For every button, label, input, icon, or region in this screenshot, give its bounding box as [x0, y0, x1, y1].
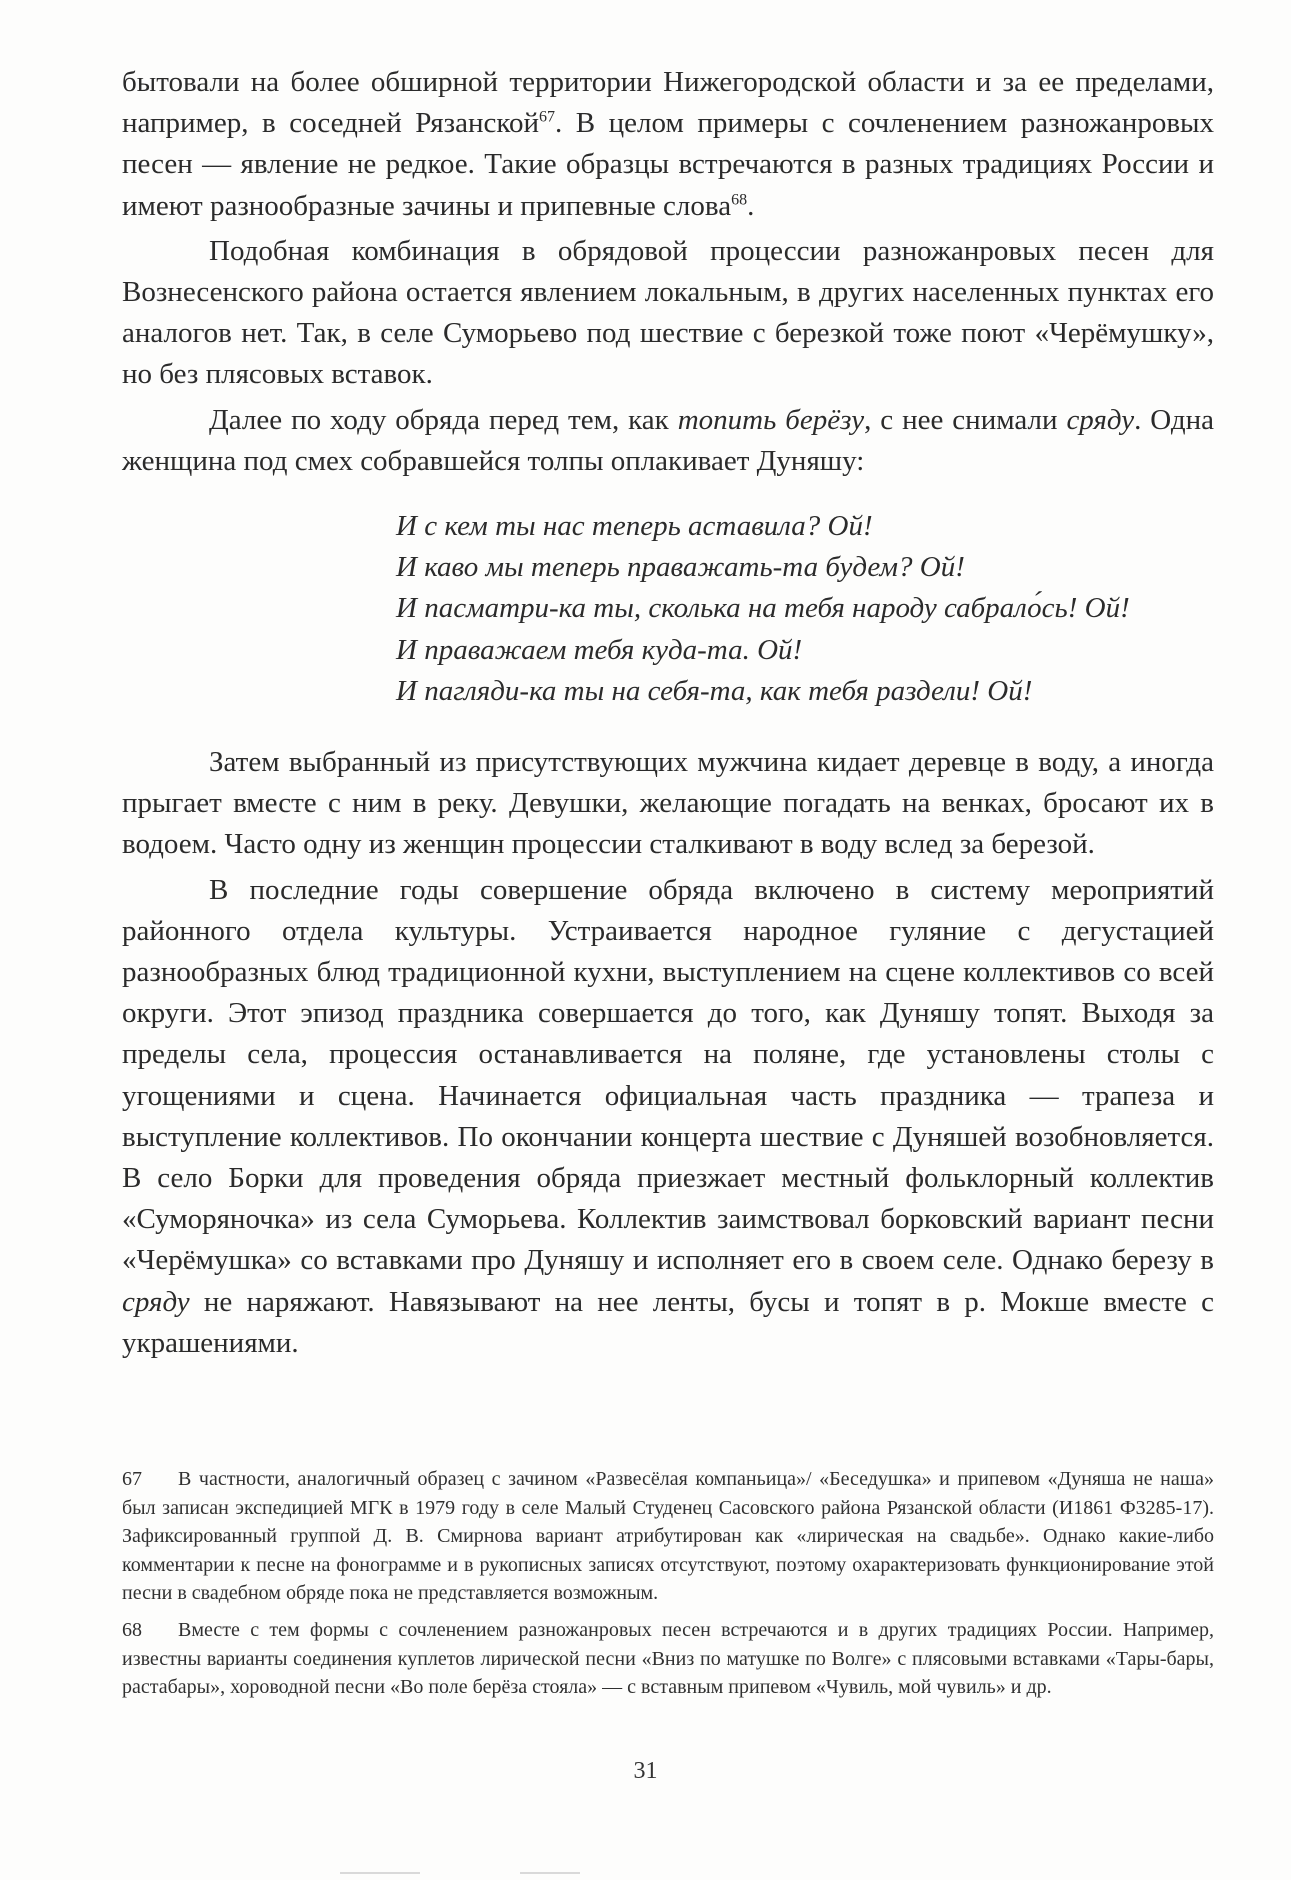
- footnote-number: 68: [122, 1618, 142, 1641]
- verse-line: И пасматри-ка ты, сколька на тебя народу сабрало́сь! Ой!: [396, 592, 1130, 625]
- footnote-number: 67: [122, 1468, 142, 1490]
- scan-edge-mark: [520, 1872, 580, 1874]
- paragraph-4: Затем выбранный из присутствующих мужчина кидает деревце в воду, а иногда прыгает вместе с ним в реку. Девушки, желающие погадать на венках, бросают их в водоем. Часто одну из женщин процессии сталкивают в воду вслед за березой.: [122, 746, 1214, 861]
- paragraph-5: В последние годы совершение обряда включено в систему мероприятий районного отдела культуры. Устраивается народное гуляние с дегустацией разнообразных блюд традиционной кухни, выступлением на сцене коллективов со всей округи. Этот эпизод праздника совершается до того, как Дуняшу топят. Выходя за пределы села, процессия останавливается на поляне, где установлены столы с угощениями и сцена. Начинается официальная часть праздника — трапеза и выступление коллективов. По окончании концерта шествие с Дуняшей возобновляется. В село Борки для проведения обряда приезжает местный фольклорный коллектив «Суморяночка» из села Суморьева. Коллектив заимствовал борковский вариант песни «Черёмушка» со вставками про Дуняшу и исполняет его в своем селе. Однако березу в сряду не наряжают. Навязывают на нее ленты, бусы и топят в р. Мокше вместе с украшениями.: [122, 873, 1214, 1359]
- footnotes: [122, 1465, 1214, 1710]
- verse-line: И праважаем тебя куда-та. Ой!: [396, 633, 803, 666]
- scan-edge-mark: [340, 1872, 420, 1874]
- verse-line: И с кем ты нас теперь аставила? Ой!: [396, 510, 873, 543]
- footnote-ref-68[interactable]: 68: [731, 190, 748, 208]
- footnote-text: Вместе с тем формы с сочленением разножанровых песен встречаются и в других традициях России. Например, известны варианты соединения куплетов лирической песни «Вниз по матушке по Волге» с плясовыми вставками «Тары-бары, растабары», хороводной песни «Во поле берёза стояла» — с вставным припевом «Чувиль, мой чувиль» и др.: [122, 1618, 1214, 1699]
- verse-line: И пагляди-ка ты на себя-та, как тебя раздели! Ой!: [396, 674, 1033, 707]
- main-text: [122, 62, 1214, 1364]
- verse-line: И каво мы теперь праважать-та будем? Ой!: [396, 551, 965, 584]
- footnote-67: [122, 1465, 1214, 1608]
- paragraph-3: Далее по ходу обряда перед тем, как топить берёзу, с нее снимали сряду. Одна женщина под смех собравшейся толпы оплакивает Дуняшу:: [122, 403, 1214, 477]
- lament-verse: [396, 506, 1214, 712]
- paragraph-2: Подобная комбинация в обрядовой процессии разножанровых песен для Вознесенского района остается явлением локальным, в других населенных пунктах его аналогов нет. Так, в селе Суморьево под шествие с березкой тоже поют «Черёмушку», но без плясовых вставок.: [122, 234, 1214, 391]
- page-number: 31: [633, 1758, 658, 1784]
- paragraph-1: бытовали на более обширной территории Нижегородской области и за ее пределами, например, в соседней Рязанской$^{67}$. В целом примеры с сочленением разножанровых песен — явление не редкое. Такие образцы встречаются в разных традициях России и имеют разнообразные зачины и припевные слова$^{68}$.: [122, 66, 1214, 222]
- footnote-ref-67[interactable]: 67: [539, 108, 555, 126]
- footnote-68: [122, 1616, 1214, 1702]
- footnote-text: В частности, аналогичный образец с зачином «Развесёлая компаньица»/ «Беседушка» и припевом «Дуняша не наша» был записан экспедицией МГК в 1979 году в селе Малый Студенец Сасовского района Рязанской области (И1861 Ф3285-17). Зафиксированный группой Д. В. Смирнова вариант атрибутирован как «лирическая на свадьбе». Однако какие-либо комментарии к песне на фонограмме и в рукописных записях отсутствуют, поэтому охарактеризовать функционирование этой песни в свадебном обряде пока не представляется возможным.: [122, 1468, 1214, 1605]
